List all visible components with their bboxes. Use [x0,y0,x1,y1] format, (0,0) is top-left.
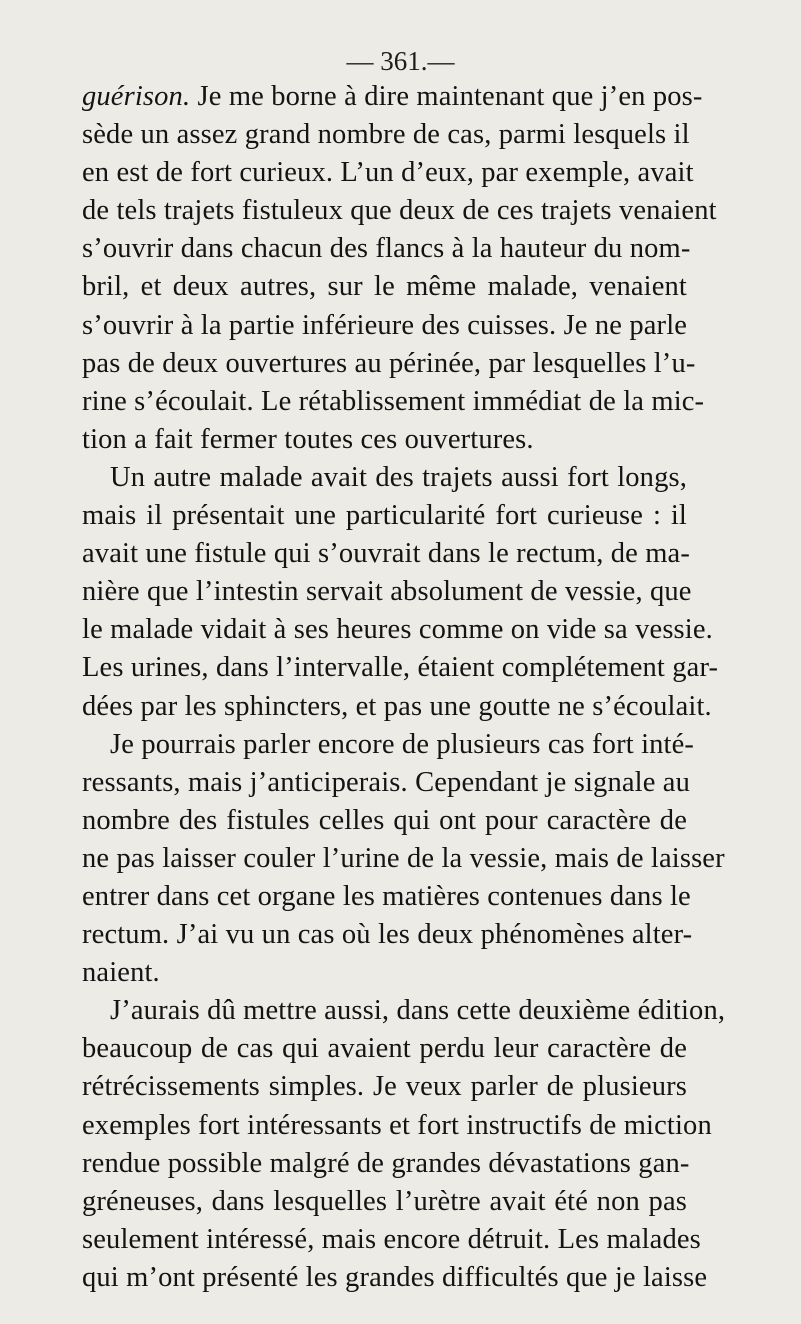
text-line: ressants, mais j’anticiperais. Cependant je signale au [82,766,690,798]
text-line: rétrécissements simples. Je veux parler de plusieurs [82,1071,687,1103]
text-line: bril, et deux autres, sur le même malade, venaient [82,271,687,303]
line-text: Je me borne à dire maintenant que j’en pos- [190,81,703,112]
text-line: en est de fort curieux. L’un d’eux, par exemple, avait [82,157,694,189]
text-line: tion a fait fermer toutes ces ouvertures. [82,423,534,455]
text-line: rectum. J’ai vu un cas où les deux phénomènes alter- [82,919,693,951]
text-line: s’ouvrir dans chacun des flancs à la hauteur du nom- [82,233,691,265]
text-line: seulement intéressé, mais encore détruit. Les malades [82,1223,701,1255]
text-line: dées par les sphincters, et pas une goutte ne s’écoulait. [82,690,712,722]
text-line: nière que l’intestin servait absolument de vessie, que [82,576,692,608]
text-line: de tels trajets fistuleux que deux de ces trajets venaient [82,195,717,227]
text-line: beaucoup de cas qui avaient perdu leur caractère de [82,1033,687,1065]
text-line: Les urines, dans l’intervalle, étaient complétement gar- [82,652,719,684]
text-line [82,78,703,116]
text-line: nombre des fistules celles qui ont pour caractère de [82,804,687,836]
text-line: rendue possible malgré de grandes dévastations gan- [82,1147,690,1179]
text-line: Un autre malade avait des trajets aussi fort longs, [110,461,687,493]
text-line: pas de deux ouvertures au périnée, par lesquelles l’u- [82,347,696,379]
text-line: J’aurais dû mettre aussi, dans cette deuxième édition, [110,995,726,1027]
text-line: gréneuses, dans lesquelles l’urètre avait été non pas [82,1185,687,1217]
text-line: ne pas laisser couler l’urine de la vessie, mais de laisser [82,842,725,874]
text-line: le malade vidait à ses heures comme on vide sa vessie. [82,614,713,646]
text-line: mais il présentait une particularité fort curieuse : il [82,500,687,532]
text-line: qui m’ont présenté les grandes difficultés que je laisse [82,1261,708,1293]
text-line: avait une fistule qui s’ouvrait dans le rectum, de ma- [82,538,690,570]
text-line: s’ouvrir à la partie inférieure des cuisses. Je ne parle [82,309,688,341]
text-line: naient. [82,957,160,989]
text-line: exemples fort intéressants et fort instructifs de miction [82,1109,712,1141]
italic-word: guérison. [82,81,191,112]
text-line: Je pourrais parler encore de plusieurs cas fort inté- [110,728,695,760]
text-line: rine s’écoulait. Le rétablissement immédiat de la mic- [82,385,705,417]
text-line: entrer dans cet organe les matières contenues dans le [82,880,691,912]
body-text [82,78,726,1297]
text-line: sède un assez grand nombre de cas, parmi lesquels il [82,119,690,151]
page-number: — 361.— [346,46,455,76]
